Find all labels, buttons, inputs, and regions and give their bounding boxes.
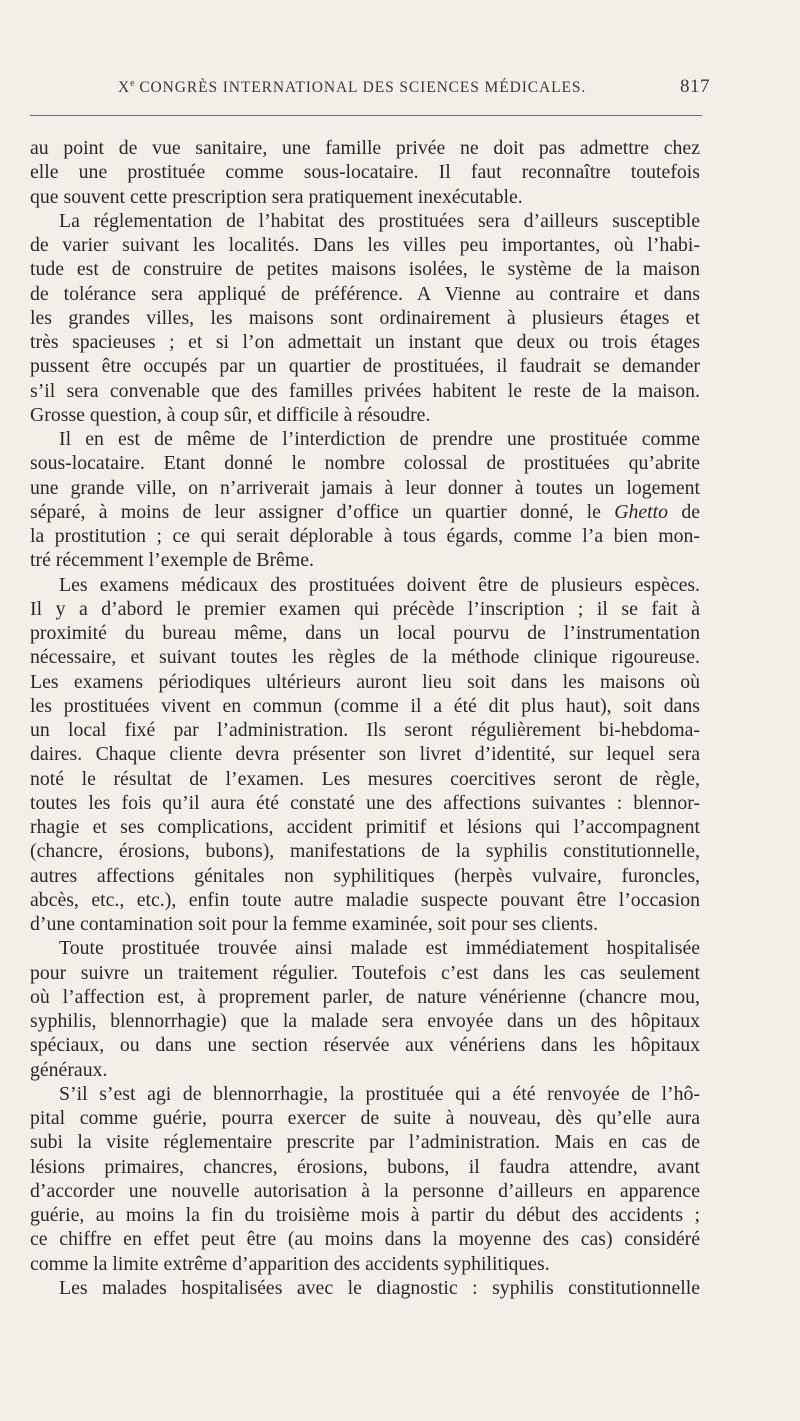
running-title-prefix: X: [118, 79, 131, 96]
text-line: autres affections génitales non syphilitiques (herpès vulvaire, furoncles,: [30, 864, 700, 887]
text-line: subi la visite réglementaire prescrite par l’administration. Mais en cas de: [30, 1131, 700, 1154]
running-header: [30, 78, 710, 102]
text-line: syphilis, blennorrhagie) que la malade sera envoyée dans un des hôpitaux: [30, 1010, 700, 1032]
text-line: Il y a d’abord le premier examen qui précède l’inscription ; il se fait à: [30, 597, 700, 620]
text-line: noté le résultat de l’examen. Les mesures coercitives seront de règle,: [30, 767, 700, 790]
text-line: tude est de construire de petites maisons isolées, le système de la maison: [30, 258, 700, 281]
running-title: [118, 78, 586, 97]
text-line: toutes les fois qu’il aura été constaté une des affections suivantes : blennor-: [30, 791, 700, 814]
text-line: [30, 500, 700, 524]
text-line: un local fixé par l’administration. Ils seront régulièrement bi-hebdoma-: [30, 719, 700, 741]
text-run: de: [668, 500, 700, 523]
text-line: la prostitution ; ce qui serait déplorable à tous égards, comme l’a bien mon-: [30, 525, 700, 547]
text-line: généraux.: [30, 1058, 108, 1081]
text-line: La réglementation de l’habitat des prostituées sera d’ailleurs susceptible: [59, 209, 700, 232]
text-line: abcès, etc., etc.), enfin toute autre maladie suspecte pouvant être l’occasion: [30, 888, 700, 911]
italic-term: Ghetto: [614, 500, 669, 523]
text-line: pital comme guérie, pourra exercer de suite à nouveau, dès qu’elle aura: [30, 1107, 700, 1129]
text-line: Les malades hospitalisées avec le diagnostic : syphilis constitutionnelle: [59, 1276, 700, 1299]
text-line: tré récemment l’exemple de Brême.: [30, 549, 314, 572]
header-rule: [30, 115, 702, 116]
text-line: elle une prostituée comme sous-locataire. Il faut reconnaître toutefois: [30, 161, 700, 184]
text-line: Les examens périodiques ultérieurs auront lieu soit dans les maisons où: [30, 670, 700, 693]
text-line: de tolérance sera appliqué de préférence. A Vienne au contraire et dans: [30, 282, 700, 305]
text-line: où l’affection est, à proprement parler, de nature vénérienne (chancre mou,: [30, 985, 700, 1008]
text-line: d’accorder une nouvelle autorisation à la personne d’ailleurs en apparence: [30, 1179, 700, 1202]
text-run: séparé, à moins de leur assigner d’office un quartier donné, le: [30, 500, 615, 523]
text-line: nécessaire, et suivant toutes les règles de la méthode clinique rigoureuse.: [30, 646, 700, 669]
text-line: guérie, au moins la fin du troisième mois à partir du début des accidents ;: [30, 1204, 700, 1226]
text-line: comme la limite extrême d’apparition des accidents syphilitiques.: [30, 1252, 550, 1275]
text-line: proximité du bureau même, dans un local pourvu de l’instrumentation: [30, 622, 700, 644]
running-title-text: CONGRÈS INTERNATIONAL DES SCIENCES MÉDICALES.: [134, 79, 587, 96]
text-line: lésions primaires, chancres, érosions, bubons, il faudra attendre, avant: [30, 1155, 700, 1178]
text-line: une grande ville, on n’arriverait jamais à leur donner à toutes un logement: [30, 476, 700, 499]
text-line: que souvent cette prescription sera pratiquement inexécutable.: [30, 185, 523, 208]
text-line: très spacieuses ; et si l’on admettait un instant que deux ou trois étages: [30, 331, 700, 353]
text-line: d’une contamination soit pour la femme examinée, soit pour ses clients.: [30, 913, 599, 935]
text-line: Les examens médicaux des prostituées doivent être de plusieurs espèces.: [59, 573, 700, 596]
page-number: 817: [680, 76, 710, 97]
running-title-superscript: e: [130, 78, 135, 89]
text-line: rhagie et ses complications, accident primitif et lésions qui l’accompagnent: [30, 816, 700, 838]
text-line: ce chiffre en effet peut être (au moins dans la moyenne des cas) considéré: [30, 1228, 700, 1251]
text-line: (chancre, érosions, bubons), manifestations de la syphilis constitutionnelle,: [30, 840, 700, 863]
text-line: sous-locataire. Etant donné le nombre colossal de prostituées qu’abrite: [30, 452, 700, 475]
text-line: pour suivre un traitement régulier. Toutefois c’est dans les cas seulement: [30, 961, 700, 984]
text-line: les prostituées vivent en commun (comme il a été dit plus haut), soit dans: [30, 694, 700, 717]
text-line: Grosse question, à coup sûr, et difficile à résoudre.: [30, 403, 431, 426]
text-line: les grandes villes, les maisons sont ordinairement à plusieurs étages et: [30, 306, 700, 329]
text-line: Toute prostituée trouvée ainsi malade est immédiatement hospitalisée: [59, 937, 700, 960]
text-line: Il en est de même de l’interdiction de prendre une prostituée comme: [59, 428, 700, 450]
text-line: pussent être occupés par un quartier de prostituées, il faudrait se demander: [30, 355, 700, 378]
text-line: de varier suivant les localités. Dans les villes peu importantes, où l’habi-: [30, 234, 700, 256]
text-line: spéciaux, ou dans une section réservée aux vénériens dans les hôpitaux: [30, 1034, 700, 1057]
text-line: au point de vue sanitaire, une famille privée ne doit pas admettre chez: [30, 137, 700, 159]
text-line: S’il s’est agi de blennorrhagie, la prostituée qui a été renvoyée de l’hô-: [59, 1082, 700, 1105]
body-text: [30, 136, 700, 1300]
text-line: daires. Chaque cliente devra présenter son livret d’identité, sur lequel sera: [30, 743, 700, 766]
text-line: s’il sera convenable que des familles privées habitent le reste de la maison.: [30, 379, 700, 402]
